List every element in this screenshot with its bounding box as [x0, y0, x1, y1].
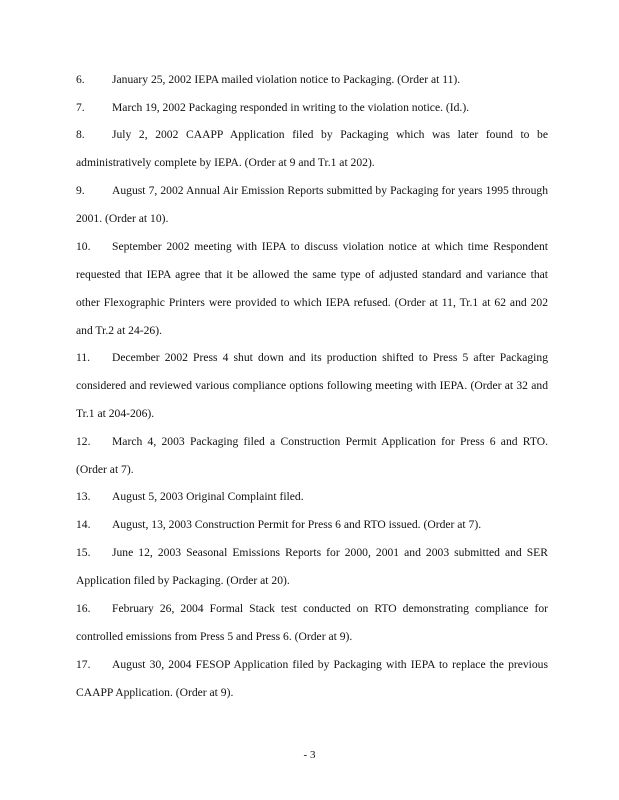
item-number: 16. — [76, 602, 91, 615]
item-number: 17. — [76, 658, 91, 671]
item-text: March 19, 2002 Packaging responded in writing to the violation notice. (Id.). — [112, 101, 470, 114]
list-item — [76, 511, 548, 539]
item-text: December 2002 Press 4 shut down and its production shifted to Press 5 after Packaging considered and reviewed various compliance options following meeting with IEPA. (Order at 32 and Tr.1 at 204-206). — [76, 351, 548, 420]
item-number: 10. — [76, 240, 91, 253]
item-text: August 30, 2004 FESOP Application filed by Packaging with IEPA to replace the previous CAAPP Application. (Order at 9). — [76, 658, 548, 699]
item-text: March 4, 2003 Packaging filed a Construction Permit Application for Press 6 and RTO. (Order at 7). — [76, 435, 548, 476]
list-item — [76, 344, 548, 428]
item-number: 7. — [76, 101, 85, 114]
list-item — [76, 539, 548, 595]
item-number: 9. — [76, 184, 85, 197]
list-item — [76, 595, 548, 651]
list-item — [76, 651, 548, 707]
list-item — [76, 233, 548, 345]
item-number: 13. — [76, 490, 91, 503]
list-item — [76, 177, 548, 233]
item-text: August 5, 2003 Original Complaint filed. — [112, 490, 304, 503]
item-text: August, 13, 2003 Construction Permit for Press 6 and RTO issued. (Order at 7). — [112, 518, 482, 531]
item-text: August 7, 2002 Annual Air Emission Reports submitted by Packaging for years 1995 through 2001. (Order at 10). — [76, 184, 548, 225]
list-item — [76, 121, 548, 177]
list-item — [76, 483, 548, 511]
item-number: 8. — [76, 128, 85, 141]
item-number: 6. — [76, 73, 85, 86]
list-item — [76, 94, 548, 122]
item-text: February 26, 2004 Formal Stack test conducted on RTO demonstrating compliance for controlled emissions from Press 5 and Press 6. (Order at 9). — [76, 602, 548, 643]
item-number: 14. — [76, 518, 91, 531]
page-number: - 3 — [303, 749, 316, 761]
item-text: June 12, 2003 Seasonal Emissions Reports for 2000, 2001 and 2003 submitted and SER Application filed by Packaging. (Order at 20). — [76, 546, 548, 587]
item-text: July 2, 2002 CAAPP Application filed by Packaging which was later found to be administratively complete by IEPA. (Order at 9 and Tr.1 at 202). — [76, 128, 548, 169]
item-number: 15. — [76, 546, 91, 559]
list-item — [76, 66, 548, 94]
list-item — [76, 428, 548, 484]
item-number: 11. — [76, 351, 91, 364]
item-number: 12. — [76, 435, 91, 448]
item-text: January 25, 2002 IEPA mailed violation notice to Packaging. (Order at 11). — [112, 73, 461, 86]
item-text: September 2002 meeting with IEPA to discuss violation notice at which time Respondent requested that IEPA agree that it be allowed the same type of adjusted standard and variance that other Flexographic Printers were provided to which IEPA refused. (Order at 11, Tr.1 at 62 and 202 and Tr.2 at 24-26). — [76, 240, 548, 337]
